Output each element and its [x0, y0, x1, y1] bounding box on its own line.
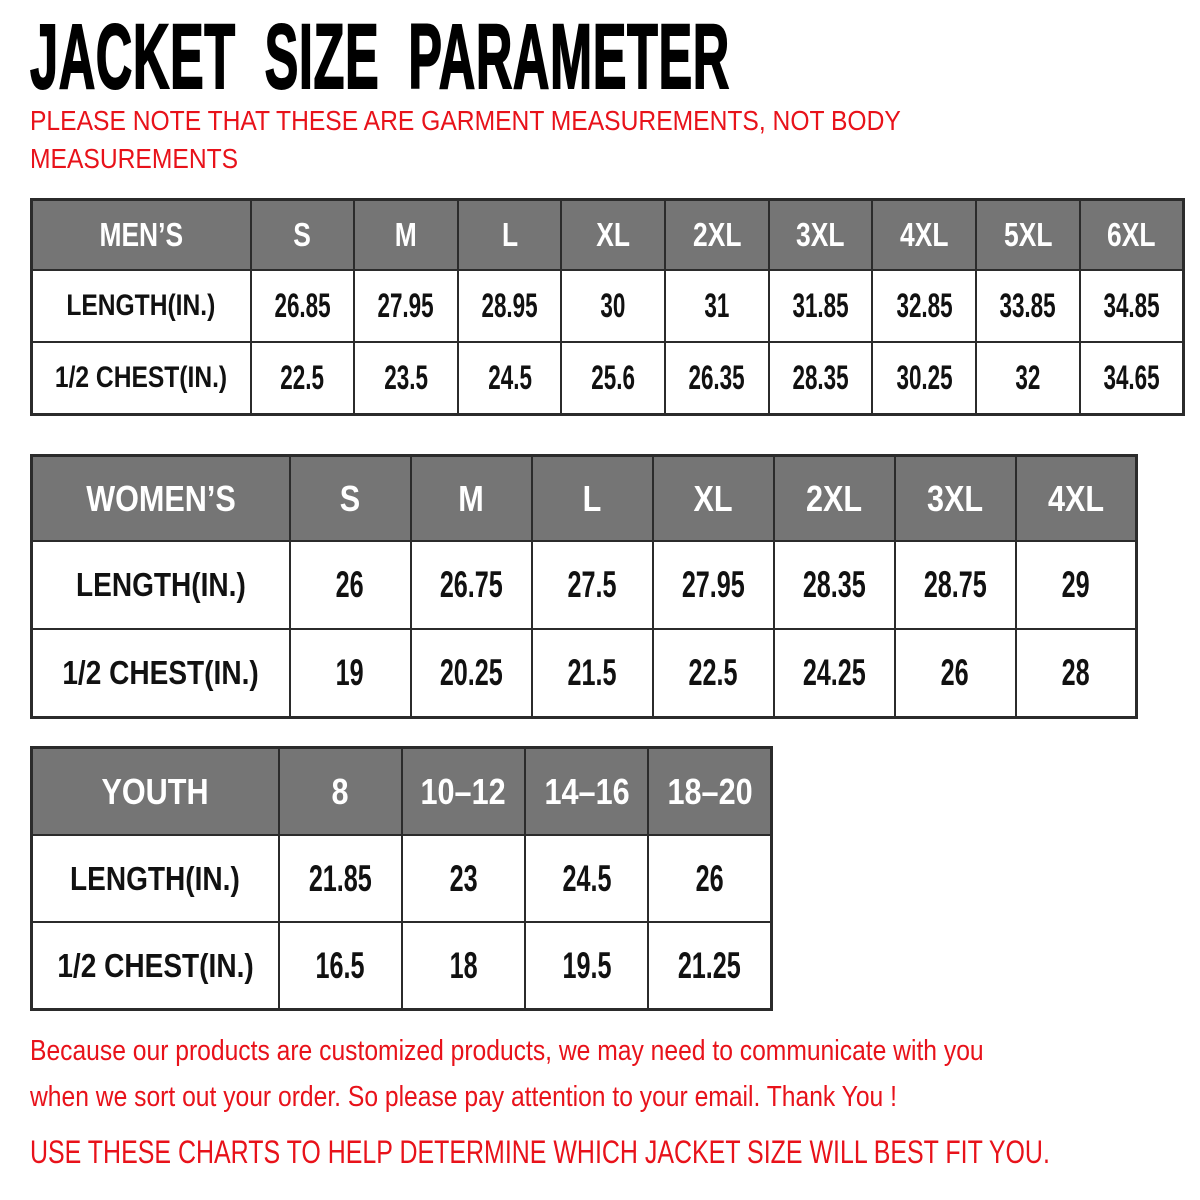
measurement-value-text: 34.85 [1103, 286, 1160, 325]
customization-note-line-2: when we sort out your order. So please pay attention to your email. Thank You ! [30, 1081, 897, 1113]
measurement-value [402, 922, 525, 1010]
measurement-value [290, 629, 411, 718]
size-header [895, 456, 1016, 542]
measurement-value-text: 28.75 [923, 564, 987, 605]
table-name [32, 748, 279, 836]
measurement-value-text: 31.85 [792, 286, 849, 325]
size-header [648, 748, 771, 836]
measurement-value [532, 541, 653, 629]
table-name-text: YOUTH [101, 770, 209, 812]
row-label [32, 270, 251, 342]
measurement-value [895, 629, 1016, 718]
measurement-value-text: 24.5 [562, 857, 612, 899]
size-header-text: 4XL [1047, 477, 1104, 519]
measurement-value [1080, 342, 1184, 415]
size-header-text: 8 [331, 770, 349, 812]
measurement-value-text: 26.85 [274, 286, 331, 325]
measurement-value-text: 32.85 [896, 286, 953, 325]
measurement-value [354, 270, 458, 342]
measurement-value-text: 27.95 [377, 286, 435, 325]
measurement-value-text: 30 [600, 286, 626, 325]
measurement-value-text: 27.95 [681, 564, 745, 605]
size-header [976, 200, 1080, 271]
measurement-value-text: 20.25 [439, 652, 503, 693]
measurement-value [665, 342, 769, 415]
size-header-text: XL [693, 477, 733, 519]
table-name-text: WOMEN’S [85, 477, 236, 519]
measurement-value [1016, 541, 1137, 629]
table-name-text: MEN’S [99, 216, 184, 253]
measurement-value [290, 541, 411, 629]
measurement-value-text: 28.35 [792, 358, 849, 397]
measurement-value-text: 23.5 [384, 358, 428, 397]
measurement-value [251, 342, 355, 415]
measurement-value [561, 270, 665, 342]
measurement-value [895, 541, 1016, 629]
row-label-text: LENGTH(IN.) [70, 859, 241, 897]
measurement-value [411, 541, 532, 629]
row-label [32, 922, 279, 1010]
size-header [279, 748, 402, 836]
measurement-value [653, 541, 774, 629]
size-header-text: M [394, 216, 417, 253]
measurement-value [251, 270, 355, 342]
measurement-value-text: 19 [336, 652, 364, 693]
measurement-value [279, 835, 402, 922]
page-title: JACKET SIZE PARAMETER [30, 6, 730, 108]
size-header-text: 4XL [900, 216, 949, 253]
measurement-value-text: 28.35 [802, 564, 866, 605]
size-header [411, 456, 532, 542]
measurement-value-text: 28 [1061, 652, 1090, 693]
size-header-text: 5XL [1003, 216, 1053, 253]
size-header-text: S [339, 477, 361, 519]
size-header [1016, 456, 1137, 542]
measurement-value [354, 342, 458, 415]
size-header [769, 200, 873, 271]
measurement-value [872, 342, 976, 415]
measurement-value-text: 32 [1015, 358, 1041, 397]
measurement-value-text: 22.5 [280, 358, 325, 397]
measurement-row [32, 922, 772, 1010]
measurement-value-text: 21.5 [567, 652, 617, 693]
size-header-text: 6XL [1107, 216, 1156, 253]
row-label-text: LENGTH(IN.) [75, 566, 246, 603]
measurement-value-text: 31 [704, 286, 730, 325]
measurement-value-text: 26.75 [439, 564, 503, 605]
size-header-text: 3XL [926, 477, 984, 519]
customization-note [30, 1028, 1152, 1120]
measurement-value [665, 270, 769, 342]
row-label-text: LENGTH(IN.) [66, 289, 216, 322]
measurement-value-text: 30.25 [896, 358, 953, 397]
size-header-text: 18–20 [667, 770, 753, 812]
measurement-value [402, 835, 525, 922]
measurement-value [525, 922, 648, 1010]
size-header [872, 200, 976, 271]
measurement-value-text: 19.5 [562, 944, 612, 986]
size-header-text: 3XL [796, 216, 845, 253]
measurement-value-text: 21.25 [678, 944, 742, 986]
usage-note-text: USE THESE CHARTS TO HELP DETERMINE WHICH JACKET SIZE WILL BEST FIT YOU. [30, 1134, 1050, 1170]
measurement-value [561, 342, 665, 415]
size-header [251, 200, 355, 271]
measurement-value-text: 26 [695, 857, 724, 899]
measurement-value [458, 270, 562, 342]
measurement-value [525, 835, 648, 922]
measurement-value [648, 922, 771, 1010]
measurement-row [32, 835, 772, 922]
measurement-value-text: 26.35 [688, 358, 746, 397]
row-label [32, 629, 290, 718]
measurement-value [458, 342, 562, 415]
measurement-value-text: 23 [449, 857, 478, 899]
size-header [525, 748, 648, 836]
mens-size-table [30, 198, 1185, 416]
size-header [1080, 200, 1184, 271]
womens-size-table [30, 454, 1138, 719]
customization-note-line-1: Because our products are customized products, we may need to communicate with you [30, 1035, 984, 1067]
usage-note [30, 1132, 1200, 1172]
measurement-value-text: 26 [941, 652, 969, 693]
measurement-value [769, 270, 873, 342]
measurement-value-text: 21.85 [308, 857, 372, 899]
youth-size-table [30, 746, 773, 1011]
measurement-value [411, 629, 532, 718]
size-header-text: 10–12 [420, 770, 506, 812]
measurement-value-text: 27.5 [567, 564, 617, 605]
measurement-value [872, 270, 976, 342]
measurement-value [769, 342, 873, 415]
measurement-value-text: 26 [336, 564, 364, 605]
size-header-text: XL [596, 216, 631, 253]
header-row [32, 456, 1137, 542]
size-header-text: 2XL [805, 477, 863, 519]
garment-note-line-2: MEASUREMENTS [30, 143, 239, 174]
row-label-text: 1/2 CHEST(IN.) [57, 946, 254, 984]
row-label-text: 1/2 CHEST(IN.) [62, 654, 259, 691]
header-row [32, 200, 1184, 271]
size-header [665, 200, 769, 271]
size-header [354, 200, 458, 271]
measurement-value [976, 270, 1080, 342]
measurement-value [279, 922, 402, 1010]
size-header-text: L [582, 477, 602, 519]
size-header-text: 2XL [692, 216, 742, 253]
measurement-value-text: 22.5 [688, 652, 738, 693]
measurement-value [774, 629, 895, 718]
measurement-value [976, 342, 1080, 415]
measurement-value [1016, 629, 1137, 718]
size-header [290, 456, 411, 542]
measurement-value-text: 24.5 [487, 358, 532, 397]
header-row [32, 748, 772, 836]
size-header-text: 14–16 [544, 770, 630, 812]
size-header-text: L [501, 216, 518, 253]
row-label [32, 342, 251, 415]
size-tables [30, 198, 1185, 1011]
garment-note-line-1: PLEASE NOTE THAT THESE ARE GARMENT MEASUREMENTS, NOT BODY [30, 105, 901, 136]
measurement-value [1080, 270, 1184, 342]
measurement-row [32, 629, 1137, 718]
measurement-value-text: 29 [1061, 564, 1090, 605]
size-header [561, 200, 665, 271]
measurement-value-text: 28.95 [481, 286, 538, 325]
measurement-value [774, 541, 895, 629]
measurement-value-text: 34.65 [1103, 358, 1160, 397]
measurement-value-text: 25.6 [591, 358, 636, 397]
measurement-row [32, 541, 1137, 629]
size-header-text: M [458, 477, 484, 519]
size-header [774, 456, 895, 542]
table-name [32, 456, 290, 542]
size-header [653, 456, 774, 542]
row-label [32, 835, 279, 922]
measurement-value-text: 24.25 [802, 652, 866, 693]
measurement-value-text: 16.5 [315, 944, 365, 986]
row-label-text: 1/2 CHEST(IN.) [55, 361, 228, 394]
garment-note [30, 102, 1020, 178]
table-name [32, 200, 251, 271]
measurement-row [32, 342, 1184, 415]
size-header-text: S [293, 216, 312, 253]
measurement-value [532, 629, 653, 718]
measurement-value [648, 835, 771, 922]
size-header [532, 456, 653, 542]
measurement-value-text: 33.85 [999, 286, 1057, 325]
size-header [458, 200, 562, 271]
measurement-value [653, 629, 774, 718]
measurement-row [32, 270, 1184, 342]
size-header [402, 748, 525, 836]
measurement-value-text: 18 [449, 944, 478, 986]
row-label [32, 541, 290, 629]
